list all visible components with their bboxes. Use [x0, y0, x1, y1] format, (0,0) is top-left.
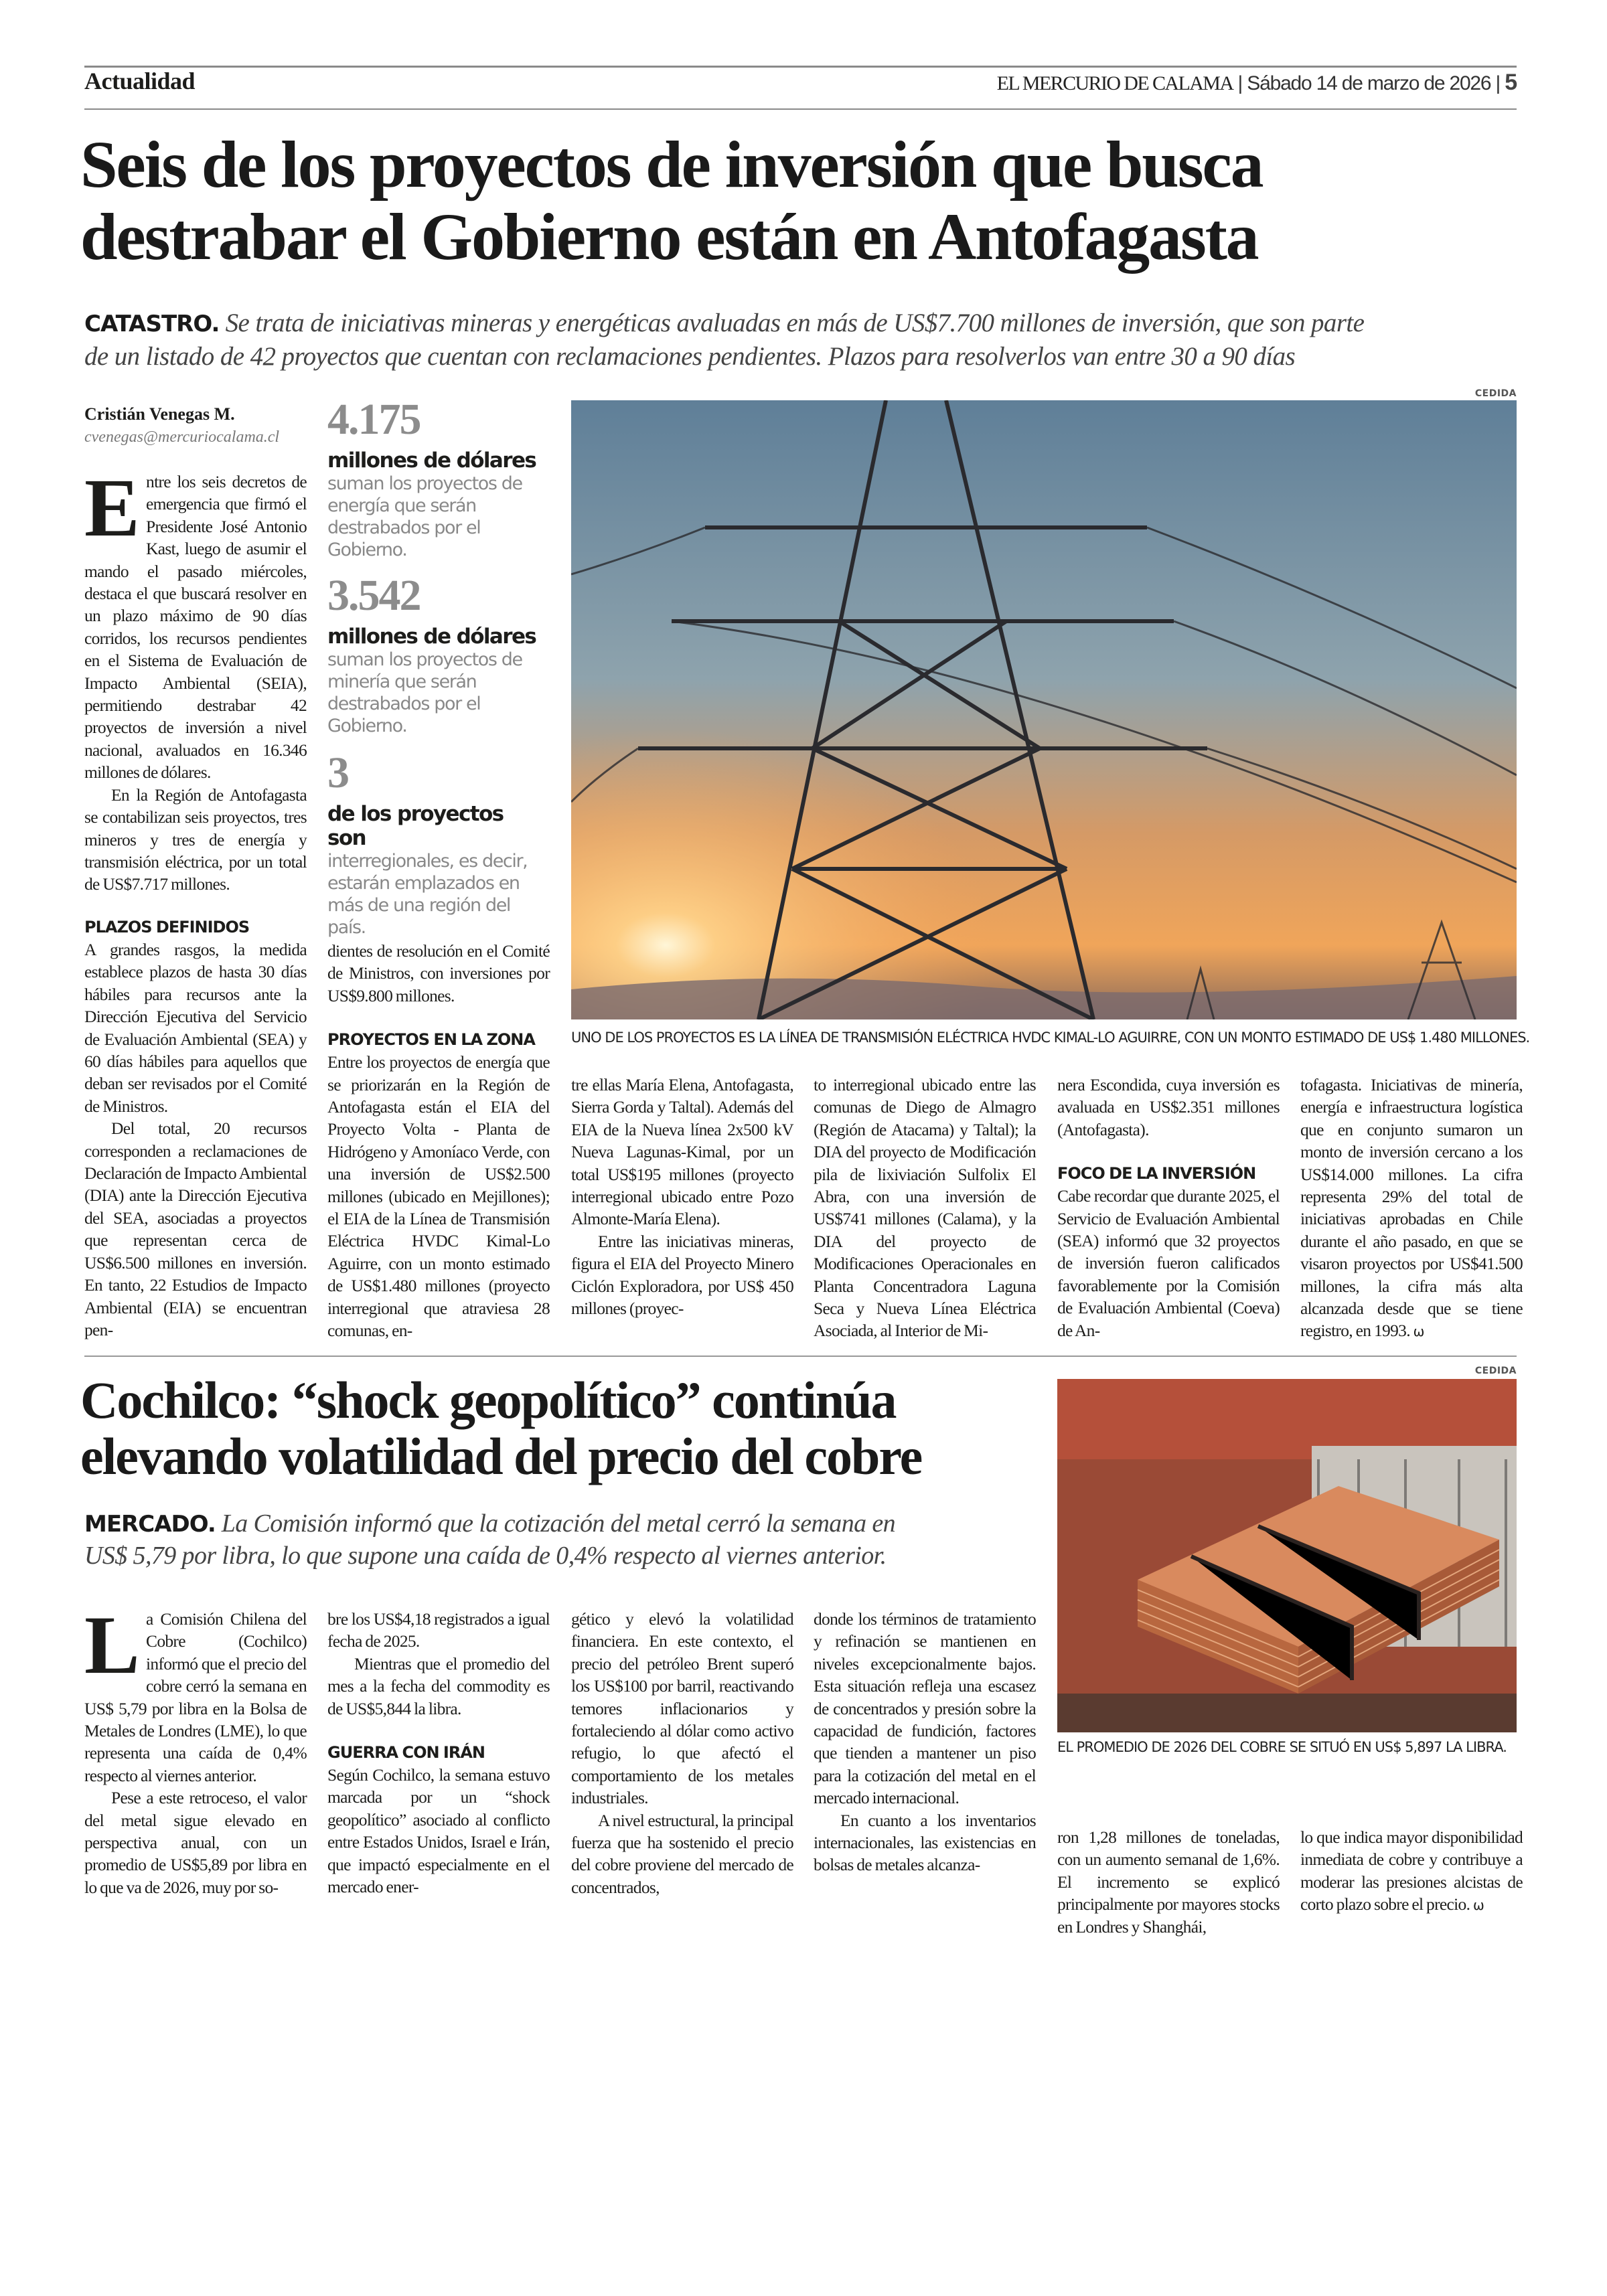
paragraph [571, 1074, 793, 1230]
copper-stack-image [1057, 1379, 1517, 1732]
paragraph [1300, 1074, 1523, 1343]
paragraph-text: A grandes rasgos, la medida establece plazos de hasta 30 días hábiles para recursos ante la Dirección Ejecutiva del Servicio de Evaluación Ambiental (SEA) y 60 días hábiles para aquellos que deban ser revisados por el Comité de Ministros. [84, 940, 307, 1116]
article1-column [1300, 1074, 1523, 1343]
paragraph-text: En cuanto a los inventarios internacionales, las existencias en bolsas de metales alcanza- [814, 1810, 1036, 1875]
paragraph [84, 1599, 307, 1787]
paragraph [84, 462, 307, 784]
stat-label: millones de dólares [327, 625, 536, 649]
paragraph-text: Del total, 20 recursos corresponden a reclamaciones de Declaración de Impacto Ambiental (DIA) ante la Dirección Ejecutiva del SEA, asociadas a proyectos que representan cerca de US$6.500 millones en inversión. En tanto, 22 Estudios de Impacto Ambiental (EIA) se encuentran pen- [84, 1119, 307, 1339]
article1-column [327, 940, 550, 1342]
article2-headline [80, 1372, 921, 1485]
deck-line: US$ 5,79 por libra, lo que supone una caída de 0,4% respecto al viernes anterior. [84, 1542, 887, 1570]
stat-box [327, 750, 542, 938]
paragraph-text: Según Cochilco, la semana estuvo marcada por un “shock geopolítico” asociado al conflicto entre Estados Unidos, Israel e Irán, que impactó especialmente en el mercado ener- [327, 1765, 550, 1897]
article2-deck [84, 1507, 895, 1572]
stat-description: suman los proyectos de energía que serán destrabados por el Gobierno. [327, 473, 522, 560]
headline-line: destrabar el Gobierno están en Antofagasta [80, 199, 1258, 274]
deck-line [84, 307, 1364, 340]
paragraph [814, 1809, 1036, 1876]
stat-box [327, 396, 542, 561]
paragraph-text: nera Escondida, cuya inversión es avaluada en US$2.351 millones (Antofagasta). [1057, 1075, 1280, 1139]
paragraph-text: A nivel estructural, la principal fuerza que ha sostenido el precio del cobre proviene del mercado de concentrados, [571, 1810, 793, 1897]
paragraph [84, 938, 307, 1117]
photo-caption: EL PROMEDIO DE 2026 DEL COBRE SE SITUÓ EN US$ 5,897 LA LIBRA. [1057, 1739, 1507, 1755]
headline-line: elevando volatilidad del precio del cobre [80, 1427, 922, 1485]
paragraph-text: a Comisión Chilena del Cobre (Cochilco) informó que el precio del cobre cerró la semana en US$ 5,79 por libra en la Bolsa de Metales de Londres (LME), lo que representa una caída de 0,4% respecto al viernes anterior. [84, 1609, 307, 1785]
author-name: Cristián Venegas M. [84, 404, 235, 424]
byline [84, 404, 312, 446]
paragraph [327, 1051, 550, 1341]
article1-column [571, 1074, 793, 1319]
header-rule [84, 108, 1517, 110]
paragraph [327, 1764, 550, 1898]
paragraph-text: Cabe recordar que durante 2025, el Servicio de Evaluación Ambiental (SEA) informó que 32 proyectos de inversión fueron calificados favorablemente por la Comisión de Evaluación Ambiental (Coeva) de An- [1057, 1186, 1280, 1340]
deck-label: MERCADO. [84, 1511, 216, 1538]
article2-column [1057, 1826, 1280, 1938]
paragraph [571, 1230, 793, 1320]
stat-label: millones de dólares [327, 448, 536, 473]
paragraph-text: ron 1,28 millones de toneladas, con un aumento semanal de 1,6%. El incremento se explicó principalmente por mayores stocks en Londres y Shanghái, [1057, 1827, 1280, 1937]
paragraph [327, 1653, 550, 1720]
article2-column [327, 1608, 550, 1898]
paragraph-text: donde los términos de tratamiento y refinación se mantienen en niveles excepcionalmente bajos. Esta situación refleja una escasez de concentrados y presión sobre la capacidad de fundición, factores que tienden a mantener un piso para la cotización del metal en el mercado internacional. [814, 1609, 1036, 1808]
deck-text: La Comisión informó que la cotización del metal cerró la semana en [215, 1509, 896, 1538]
section-name: Actualidad [84, 68, 196, 94]
photo-credit: CEDIDA [1474, 388, 1517, 399]
article1-column [84, 462, 307, 896]
top-rule [84, 66, 1517, 68]
stat-number: 3 [327, 748, 348, 797]
transmission-tower-image [571, 400, 1517, 1019]
paragraph-text: Entre los proyectos de energía que se priorizarán en la Región de Antofagasta están el EIA del Proyecto Volta - Planta de Hidrógeno y Amoníaco Verde, con una inversión de US$2.500 millones (ubicado en Mejillones); el EIA de la Línea de Transmisión Eléctrica HVDC Kimal-Lo Aguirre, con un monto estimado de US$1.480 millones (proyecto interregional que atraviesa 28 comunas, en- [327, 1052, 550, 1341]
paragraph-text: Entre las iniciativas mineras, figura el EIA del Proyecto Minero Ciclón Exploradora, por US$ 450 millones (proyec- [571, 1231, 793, 1319]
drop-cap: E [84, 462, 140, 554]
subheading: FOCO DE LA INVERSIÓN [1057, 1164, 1256, 1183]
copper-cathodes-photo [1057, 1379, 1517, 1732]
stat-description: interregionales, es decir, estarán emplazados en más de una región del país. [327, 851, 528, 938]
end-mark-icon: ω [1413, 1323, 1424, 1340]
power-tower-photo [571, 400, 1517, 1019]
article1-deck [84, 307, 1364, 374]
deck-line [84, 1507, 895, 1540]
paragraph [327, 940, 550, 1007]
paragraph [571, 1809, 793, 1899]
end-mark-icon: ω [1472, 1897, 1484, 1914]
article1-column [84, 917, 307, 1341]
paragraph [1300, 1826, 1523, 1917]
article2-column [1300, 1826, 1523, 1917]
subheading: GUERRA CON IRÁN [327, 1743, 485, 1762]
paragraph-text: En la Región de Antofagasta se contabilizan seis proyectos, tres mineros y tres de energía y transmisión eléctrica, por un total de US$7.717 millones. [84, 785, 307, 894]
paragraph [814, 1074, 1036, 1342]
subheading: PLAZOS DEFINIDOS [84, 918, 250, 936]
photo-caption: UNO DE LOS PROYECTOS ES LA LÍNEA DE TRANSMISIÓN ELÉCTRICA HVDC KIMAL-LO AGUIRRE, CON UN MONTO ESTIMADO DE US$ 1.480 MILLONES. [571, 1030, 1530, 1046]
article1-column [1057, 1074, 1280, 1341]
paragraph-text: dientes de resolución en el Comité de Ministros, con inversiones por US$9.800 millones. [327, 941, 550, 1005]
article2-column [571, 1608, 793, 1898]
drop-cap: L [84, 1599, 140, 1691]
paragraph [84, 784, 307, 896]
paragraph [571, 1608, 793, 1809]
deck-label: CATASTRO. [84, 311, 220, 337]
paragraph-text: Pese a este retroceso, el valor del metal sigue elevado en perspectiva anual, con un promedio de US$5,89 por libra en lo que va de 2026, muy por so- [84, 1788, 307, 1897]
paragraph [84, 1117, 307, 1341]
paragraph-text: gético y elevó la volatilidad financiera. En este contexto, el precio del petróleo Brent superó los US$100 por barril, reactivando temores inflacionarios y fortaleciendo al dólar como activo refugio, lo que afectó el comportamiento de los metales industriales. [571, 1609, 793, 1808]
article-separator [84, 1356, 1517, 1357]
paragraph-text: tre ellas María Elena, Antofagasta, Sierra Gorda y Taltal). Además del EIA de la Nueva línea 2x500 kV Nueva Lagunas-Kimal, por un total US$195 millones (proyecto interregional ubicado entre Pozo Almonte-María Elena). [571, 1075, 793, 1229]
deck-line: de un listado de 42 proyectos que cuentan con reclamaciones pendientes. Plazos para resolverlos van entre 30 a 90 días [84, 342, 1296, 371]
article1-headline [80, 129, 1262, 273]
paragraph [327, 1608, 550, 1653]
paragraph-text: to interregional ubicado entre las comunas de Diego de Almagro (Región de Atacama) y Taltal); la DIA del proyecto de Modificación pila de lixiviación Sulfolix El Abra, con una inversión de US$741 millones (Calama), y la DIA del proyecto de Modificaciones Operacionales en Planta Concentradora Laguna Seca y Nueva Línea Eléctrica Asociada, al Interior de Mi- [814, 1075, 1036, 1341]
newspaper-name: EL MERCURIO DE CALAMA [996, 72, 1233, 94]
stat-number: 3.542 [327, 571, 420, 620]
page-number: 5 [1505, 70, 1517, 95]
stat-number: 4.175 [327, 395, 420, 444]
subheading: PROYECTOS EN LA ZONA [327, 1030, 535, 1050]
author-email: cvenegas@mercuriocalama.cl [84, 428, 280, 446]
article1-column [814, 1074, 1036, 1342]
paragraph-text: bre los US$4,18 registrados a igual fecha de 2025. [327, 1609, 550, 1651]
paragraph [1057, 1074, 1280, 1141]
headline-line: Cochilco: “shock geopolítico” continúa [80, 1371, 896, 1429]
article2-column [84, 1599, 307, 1898]
paragraph [1057, 1826, 1280, 1938]
deck-text: Se trata de iniciativas mineras y energéticas avaluadas en más de US$7.700 millones de inversión, que son parte [219, 309, 1365, 337]
article2-column [814, 1608, 1036, 1876]
issue-date: Sábado 14 de marzo de 2026 [1247, 72, 1491, 94]
paragraph [84, 1787, 307, 1898]
stat-box [327, 572, 542, 737]
masthead: EL MERCURIO DE CALAMA | Sábado 14 de marzo de 2026 | 5 [996, 70, 1517, 95]
stat-label: de los proyectos son [327, 802, 504, 850]
headline-line: Seis de los proyectos de inversión que busca [80, 127, 1263, 201]
photo-credit: CEDIDA [1474, 1366, 1517, 1376]
stat-description: suman los proyectos de minería que serán destrabados por el Gobierno. [327, 649, 522, 736]
paragraph-text: lo que indica mayor disponibilidad inmediata de cobre y contribuye a moderar las presiones alcistas de corto plazo sobre el precio. [1300, 1827, 1523, 1914]
paragraph-text: ntre los seis decretos de emergencia que firmó el Presidente José Antonio Kast, luego de asumir el mando el pasado miércoles, destaca el que buscará resolver en un plazo máximo de 90 días corridos, los recursos pendientes en el Sistema de Evaluación de Impacto Ambiental (SEIA), permitiendo destrabar 42 proyectos de inversión a nivel nacional, avaluados en 16.346 millones de dólares. [84, 472, 307, 783]
paragraph-text: Mientras que el promedio del mes a la fecha del commodity es de US$5,844 la libra. [327, 1653, 550, 1718]
paragraph [1057, 1185, 1280, 1341]
paragraph-text: tofagasta. Iniciativas de minería, energía e infraestructura logística que en conjunto sumaron un monto de inversión cercano a los US$14.000 millones. La cifra representa 29% del total de iniciativas aprobadas en Chile durante el año pasado, en que se visaron proyectos por US$41.500 millones, la cifra más alta alcanzada desde que se tiene registro, en 1993. [1300, 1075, 1523, 1341]
paragraph [814, 1608, 1036, 1809]
